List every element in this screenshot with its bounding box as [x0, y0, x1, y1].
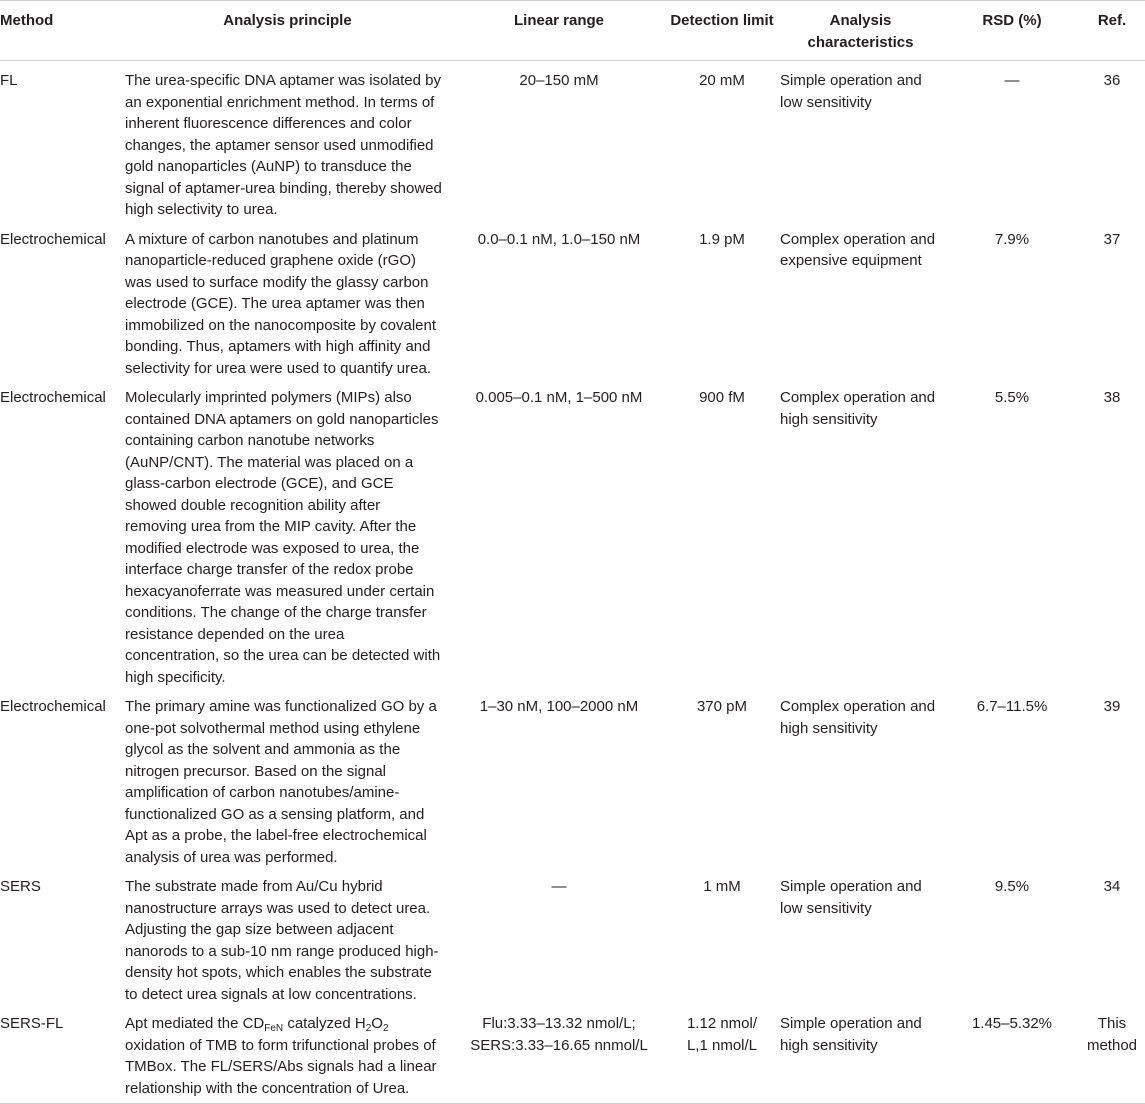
method-cell: Electrochemical: [0, 389, 106, 406]
method-cell: Electrochemical: [0, 230, 106, 248]
principle-text: Apt mediated the CD: [125, 1015, 265, 1032]
rsd-cell: 9.5%: [994, 878, 1030, 895]
table-row: [0, 379, 1145, 688]
principle-cell: [125, 1005, 450, 1104]
method-cell: FL: [0, 72, 18, 89]
ref-cell: 34: [1103, 878, 1121, 895]
header-characteristics: Analysis characteristics: [776, 1, 945, 61]
characteristics-cell: Simple operation and high sensitivity: [776, 1005, 945, 1104]
header-row: [0, 1, 1145, 61]
method-cell: SERS-FL: [0, 1005, 125, 1104]
characteristics-cell: Simple operation and low sensitivity: [780, 878, 922, 917]
subscript-text: FeN: [264, 1023, 284, 1034]
subscript-text: 2: [382, 1023, 389, 1034]
table-row: [0, 688, 1145, 868]
ref-cell: 37: [1103, 230, 1121, 248]
limit-line: 1.12 nmol/: [686, 1015, 758, 1032]
limit-cell: 1 mM: [703, 878, 741, 895]
range-line: Flu:3.33–13.32 nmol/L;: [482, 1015, 636, 1032]
header-rsd: RSD (%): [945, 1, 1079, 61]
rsd-cell: 5.5%: [994, 389, 1030, 406]
limit-cell: 20 mM: [699, 72, 745, 89]
limit-line: L,1 nmol/L: [686, 1036, 758, 1054]
range-cell: 20–150 mM: [519, 72, 599, 89]
rsd-cell: 6.7–11.5%: [976, 698, 1048, 715]
method-cell: Electrochemical: [0, 698, 106, 715]
principle-cell: A mixture of carbon nanotubes and platinum nanoparticle-reduced graphene oxide (rGO) was used to surface modify the glassy carbon electrode (GCE). The urea aptamer was then immobilized on the nanocomposite by covalent bonding. Thus, aptamers with high affinity and selectivity for urea were used to quantify urea.: [125, 230, 437, 377]
limit-cell: 370 pM: [696, 698, 748, 715]
limit-cell: [668, 1005, 776, 1104]
ref-cell: 39: [1103, 698, 1121, 715]
header-limit: Detection limit: [668, 1, 776, 61]
principle-text: catalyzed H: [283, 1015, 366, 1032]
ref-line: This: [1097, 1015, 1127, 1032]
principle-cell: The substrate made from Au/Cu hybrid nanostructure arrays was used to detect urea. Adjusting the gap size between adjacent nanorods to a sub-10 nm range produced high-density hot spots, which enables the substrate to detect urea signals at low concentrations.: [125, 878, 439, 1003]
characteristics-cell: Complex operation and expensive equipment: [780, 230, 936, 269]
table-row: [0, 868, 1145, 1005]
rsd-cell: 1.45–5.32%: [945, 1005, 1079, 1104]
range-line: SERS:3.33–16.65 nnmol/L: [470, 1036, 648, 1054]
characteristics-cell: Complex operation and high sensitivity: [780, 698, 936, 737]
principle-text: oxidation of TMB to form trifunctional probes of TMBox. The FL/SERS/Abs signals had a linear relationship with the concentration of Urea.: [125, 1036, 437, 1097]
ref-cell: 38: [1103, 389, 1121, 406]
characteristics-cell: Simple operation and low sensitivity: [780, 72, 922, 111]
header-method: Method: [0, 1, 125, 61]
method-cell: SERS: [0, 878, 41, 895]
range-cell: [450, 1005, 668, 1104]
principle-text: O: [371, 1015, 383, 1032]
principle-cell: The primary amine was functionalized GO by a one-pot solvothermal method using ethylene glycol as the solvent and ammonia as the nitrogen precursor. Based on the signal amplification of carbon nanotubes/amine-functionalized GO as a sensing platform, and Apt as a probe, the label-free electrochemical analysis of urea was performed.: [125, 698, 437, 866]
range-cell: 0.0–0.1 nM, 1.0–150 nM: [477, 230, 641, 248]
ref-cell: 36: [1103, 72, 1121, 89]
header-range: Linear range: [450, 1, 668, 61]
principle-cell: The urea-specific DNA aptamer was isolated by an exponential enrichment method. In terms of inherent fluorescence differences and color changes, the aptamer sensor used unmodified gold nanoparticles (AuNP) to transduce the signal of aptamer-urea binding, thereby showed high selectivity to urea.: [125, 72, 442, 218]
range-cell: —: [551, 878, 567, 895]
principle-cell: Molecularly imprinted polymers (MIPs) also contained DNA aptamers on gold nanoparticles containing carbon nanotube networks (AuNP/CNT). The material was placed on a glass-carbon electrode (GCE), and GCE showed double recognition ability after removing urea from the MIP cavity. After the modified electrode was exposed to urea, the interface charge transfer of the redox probe hexacyanoferrate was measured under certain conditions. The change of the charge transfer resistance depended on the urea concentration, so the urea can be detected with high specificity.: [125, 389, 441, 686]
ref-cell: [1079, 1005, 1145, 1104]
limit-cell: 1.9 pM: [699, 230, 745, 248]
range-cell: 0.005–0.1 nM, 1–500 nM: [475, 389, 643, 406]
range-cell: 1–30 nM, 100–2000 nM: [479, 698, 639, 715]
table-row: [0, 1005, 1145, 1104]
ref-line: method: [1086, 1036, 1138, 1054]
subscript-text: 2: [365, 1023, 372, 1034]
rsd-cell: 7.9%: [994, 230, 1030, 248]
table-row: [0, 221, 1145, 380]
header-principle: Analysis principle: [125, 1, 450, 61]
limit-cell: 900 fM: [699, 389, 745, 406]
characteristics-cell: Complex operation and high sensitivity: [780, 389, 936, 428]
header-ref: Ref.: [1079, 1, 1145, 61]
table-row: [0, 61, 1145, 221]
rsd-cell: —: [1004, 72, 1020, 89]
